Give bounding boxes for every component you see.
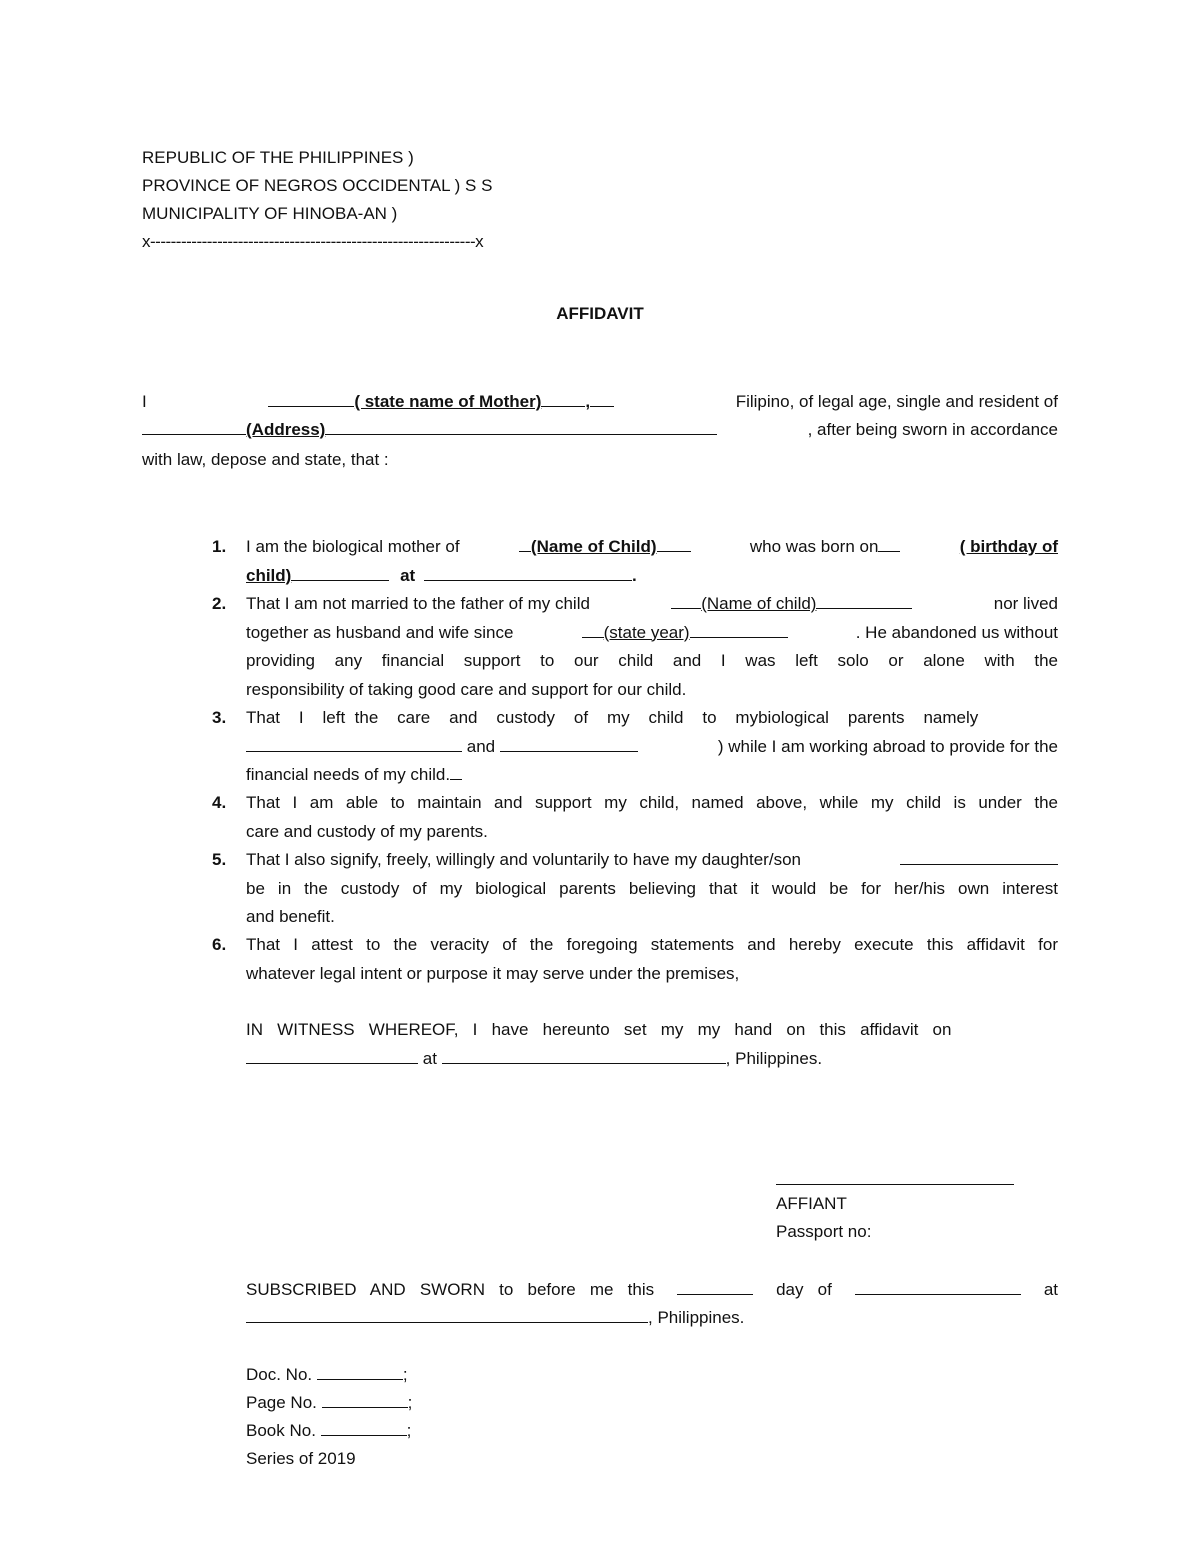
blank-line <box>878 533 900 552</box>
blank-line <box>246 1304 648 1323</box>
blank-line <box>442 1045 726 1064</box>
list-item-5 <box>212 846 1058 932</box>
list-item-4 <box>212 789 1058 846</box>
blank-line <box>246 733 462 752</box>
header-line-municipality: MUNICIPALITY OF HINOBA-AN ) <box>142 204 398 223</box>
child-name-field: (Name of Child) <box>530 537 657 556</box>
blank-line <box>855 1276 1021 1295</box>
book-no <box>246 1417 411 1445</box>
item-text: providing any financial support to our child and I was left solo or alone with the <box>246 651 1058 670</box>
blank-line <box>500 733 638 752</box>
blank-line <box>322 1389 408 1408</box>
item-text: That I attest to the veracity of the foregoing statements and hereby execute this affidavit for <box>246 935 1058 954</box>
child-name-field: (Name of child) <box>701 594 817 613</box>
blank-line <box>246 1045 418 1064</box>
item-text: together as husband and wife since <box>246 622 514 642</box>
blank-line <box>690 619 788 638</box>
header-line-province: PROVINCE OF NEGROS OCCIDENTAL ) S S <box>142 176 493 195</box>
list-item-6 <box>212 931 1058 988</box>
list-item-2 <box>212 590 1058 704</box>
item-text: That I left the care and custody of my child to mybiological parents namely <box>246 708 979 727</box>
mother-name-field: ( state name of Mother) <box>354 392 542 411</box>
intro-text-3: with law, depose and state, that : <box>142 450 389 469</box>
witness-text: at <box>422 1049 437 1068</box>
item-text: That I am not married to the father of my child <box>246 594 590 613</box>
series-label: Series of 2019 <box>246 1449 356 1468</box>
subscribed-text: at <box>1043 1280 1058 1299</box>
intro-line-2 <box>142 416 1058 445</box>
blank-line <box>321 1417 407 1436</box>
item-text: at <box>400 565 416 585</box>
subscribed-text: day of <box>776 1280 832 1299</box>
header-line-republic: REPUBLIC OF THE PHILIPPINES ) <box>142 148 414 167</box>
item-text: nor lived <box>993 594 1058 613</box>
list-number: 2. <box>212 594 227 613</box>
blank-line <box>325 416 717 435</box>
subscribed-text: SUBSCRIBED AND SWORN to before me this <box>246 1280 655 1299</box>
list-number: 1. <box>212 537 227 556</box>
birthday-field: ( birthday of <box>959 537 1058 556</box>
state-year-field: (state year) <box>603 622 690 642</box>
header-separator: x---------------------------------------------------------------x <box>142 232 484 251</box>
item-text: be in the custody of my biological parents believing that it would be for her/his own interest <box>246 878 1058 898</box>
item-text: responsibility of taking good care and support for our child. <box>246 679 687 699</box>
intro-comma: , <box>585 392 591 411</box>
page-title: AFFIDAVIT <box>556 304 644 323</box>
blank-line <box>268 388 354 407</box>
semicolon: ; <box>407 1393 413 1412</box>
witness-line-1: IN WITNESS WHEREOF, I have hereunto set my my hand on this affidavit on <box>246 1020 952 1039</box>
intro-text-1: Filipino, of legal age, single and resident of <box>735 392 1058 411</box>
blank-line <box>671 590 701 609</box>
item-text: . He abandoned us without <box>855 622 1058 642</box>
semicolon: ; <box>406 1421 412 1440</box>
item-text: care and custody of my parents. <box>246 821 488 841</box>
blank-line <box>519 533 531 552</box>
affiant-label: AFFIANT <box>776 1194 847 1213</box>
subscribed-line-2 <box>246 1304 744 1333</box>
blank-line <box>657 533 691 552</box>
item-text: I am the biological mother of <box>246 537 460 556</box>
item-text: who was born on <box>749 537 879 556</box>
item-text: That I also signify, freely, willingly and voluntarily to have my daughter/son <box>246 850 801 869</box>
passport-label: Passport no: <box>776 1222 872 1241</box>
witness-line-2 <box>246 1045 822 1074</box>
page-no <box>246 1389 412 1417</box>
item-text: financial needs of my child. <box>246 765 451 784</box>
blank-line <box>541 388 585 407</box>
blank-line <box>450 761 462 780</box>
item-text: and <box>466 736 496 756</box>
list-number: 3. <box>212 708 227 727</box>
blank-line <box>677 1276 753 1295</box>
item-text: . <box>631 565 637 585</box>
blank-line <box>424 562 632 581</box>
item-text: That I am able to maintain and support my child, named above, while my child is under the <box>246 793 1058 812</box>
intro-i: I <box>142 392 147 411</box>
blank-line <box>816 590 912 609</box>
item-text: and benefit. <box>246 907 335 926</box>
blank-line <box>291 562 389 581</box>
doc-no-label: Doc. No. <box>246 1365 313 1384</box>
subscribed-line-1 <box>246 1276 1058 1305</box>
list-number: 5. <box>212 850 227 869</box>
blank-line <box>900 846 1058 865</box>
blank-line <box>582 619 604 638</box>
list-item-3 <box>212 704 1058 790</box>
item-text: whatever legal intent or purpose it may serve under the premises, <box>246 963 740 983</box>
birthday-field-cont: child) <box>246 565 292 585</box>
list-number: 4. <box>212 793 227 812</box>
blank-line <box>142 416 246 435</box>
address-field: (Address) <box>246 420 326 439</box>
subscribed-text: , Philippines. <box>648 1308 745 1327</box>
intro-text-2: , after being sworn in accordance <box>807 420 1058 439</box>
list-number: 6. <box>212 935 227 954</box>
semicolon: ; <box>402 1365 408 1384</box>
list-item-1 <box>212 533 1058 590</box>
book-no-label: Book No. <box>246 1421 316 1440</box>
blank-line <box>317 1361 403 1380</box>
blank-line <box>590 388 614 407</box>
affiant-signature-line <box>776 1184 1014 1185</box>
intro-line-1 <box>142 388 1058 417</box>
item-text: ) while I am working abroad to provide for the <box>717 736 1058 756</box>
doc-no <box>246 1361 408 1389</box>
witness-text: , Philippines. <box>725 1049 823 1068</box>
page-no-label: Page No. <box>246 1393 317 1412</box>
